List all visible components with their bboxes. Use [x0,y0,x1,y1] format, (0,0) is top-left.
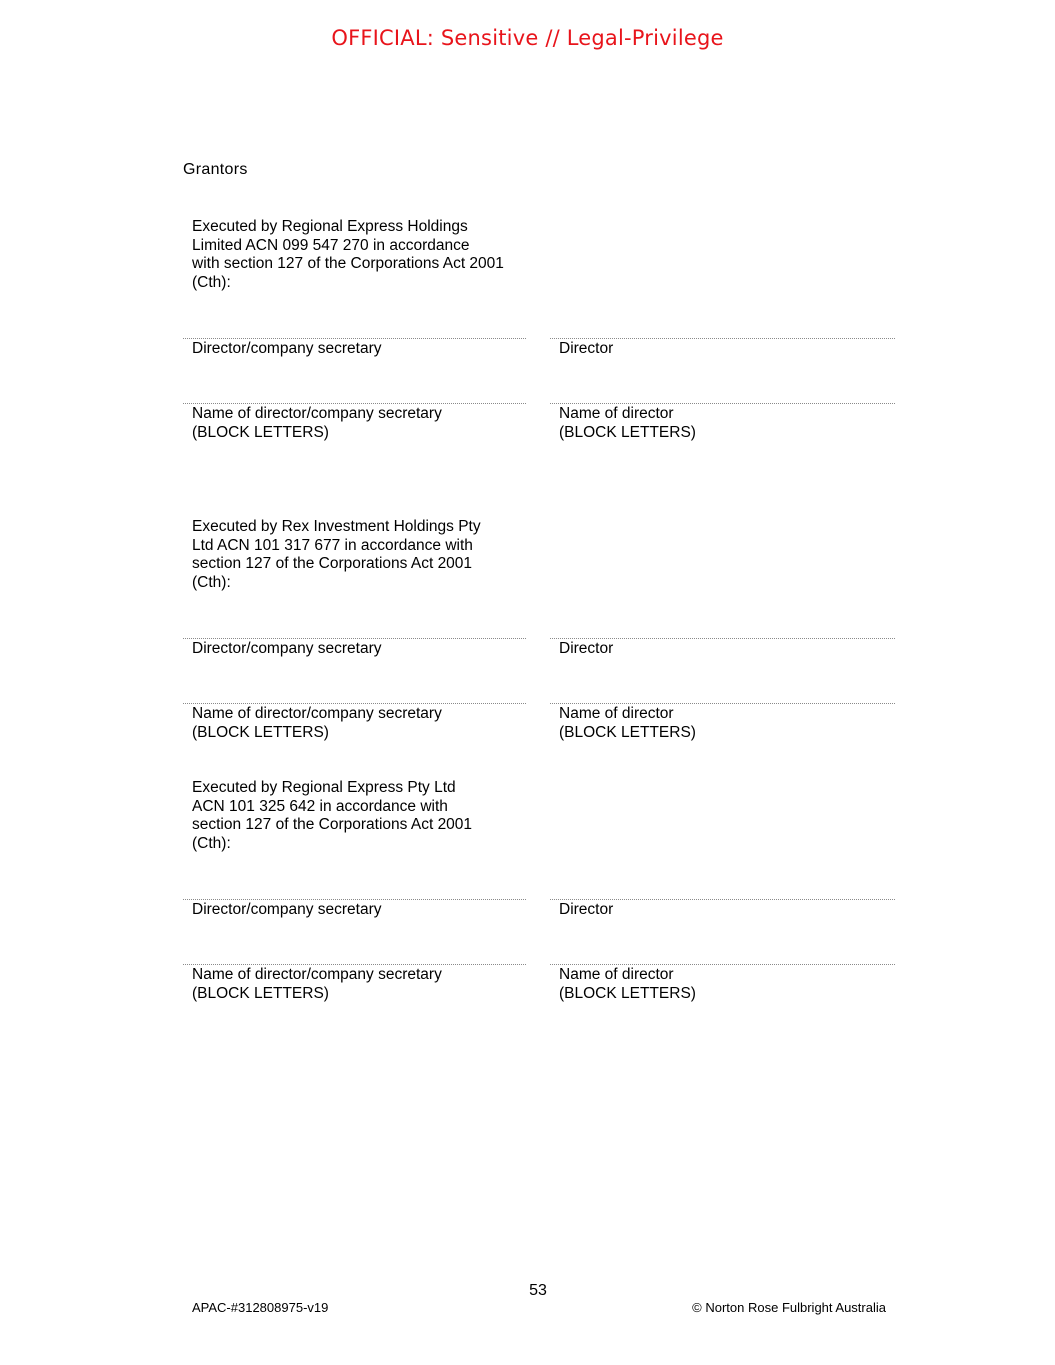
name-label [192,966,442,1003]
execution-clause-line: section 127 of the Corporations Act 2001 [192,555,473,573]
signature-label: Director [559,640,614,657]
execution-clause [192,518,532,593]
name-label-line: Name of director/company secretary [192,405,442,422]
signature-line[interactable] [183,338,526,339]
name-label-line: Name of director/company secretary [192,705,442,722]
signature-line[interactable] [550,338,895,339]
name-label [559,405,696,442]
copyright-notice: © Norton Rose Fulbright Australia [692,1300,886,1315]
name-label-line: (BLOCK LETTERS) [559,423,696,441]
name-label-line: (BLOCK LETTERS) [192,984,329,1002]
execution-clause-line: section 127 of the Corporations Act 2001 [192,816,473,834]
name-label-line: (BLOCK LETTERS) [192,423,329,441]
name-line[interactable] [183,703,526,704]
name-label [192,405,442,442]
signature-line[interactable] [550,638,895,639]
name-label [559,705,696,742]
execution-clause-line: Ltd ACN 101 317 677 in accordance with [192,536,473,554]
execution-clause-line: (Cth): [192,835,231,853]
execution-clause-line: (Cth): [192,274,231,292]
name-label-line: (BLOCK LETTERS) [559,984,696,1002]
execution-clause-line: Executed by Rex Investment Holdings Pty [192,518,481,535]
execution-clause-line: (Cth): [192,574,231,592]
name-label-line: (BLOCK LETTERS) [192,723,329,741]
name-line[interactable] [550,403,895,404]
name-label-line: Name of director [559,705,674,722]
section-heading: Grantors [183,161,248,178]
name-line[interactable] [550,703,895,704]
document-id: APAC-#312808975-v19 [192,1300,329,1315]
signature-label: Director/company secretary [192,340,382,357]
name-line[interactable] [550,964,895,965]
name-line[interactable] [183,964,526,965]
name-label-line: Name of director [559,966,674,983]
signature-line[interactable] [183,638,526,639]
page-number: 53 [529,1282,547,1299]
execution-clause-line: Executed by Regional Express Pty Ltd [192,779,456,796]
execution-clause [192,779,532,854]
name-label-line: Name of director/company secretary [192,966,442,983]
signature-label: Director/company secretary [192,640,382,657]
signature-label: Director [559,340,614,357]
name-label [192,705,442,742]
execution-clause [192,218,532,293]
execution-clause-line: Limited ACN 099 547 270 in accordance [192,236,470,254]
signature-label: Director [559,901,614,918]
execution-clause-line: with section 127 of the Corporations Act 2001 [192,255,504,273]
signature-line[interactable] [183,899,526,900]
signature-label: Director/company secretary [192,901,382,918]
name-label-line: Name of director [559,405,674,422]
name-line[interactable] [183,403,526,404]
signature-line[interactable] [550,899,895,900]
execution-clause-line: Executed by Regional Express Holdings [192,218,468,235]
classification-banner: OFFICIAL: Sensitive // Legal-Privilege [331,26,724,50]
name-label-line: (BLOCK LETTERS) [559,723,696,741]
execution-clause-line: ACN 101 325 642 in accordance with [192,797,448,815]
name-label [559,966,696,1003]
